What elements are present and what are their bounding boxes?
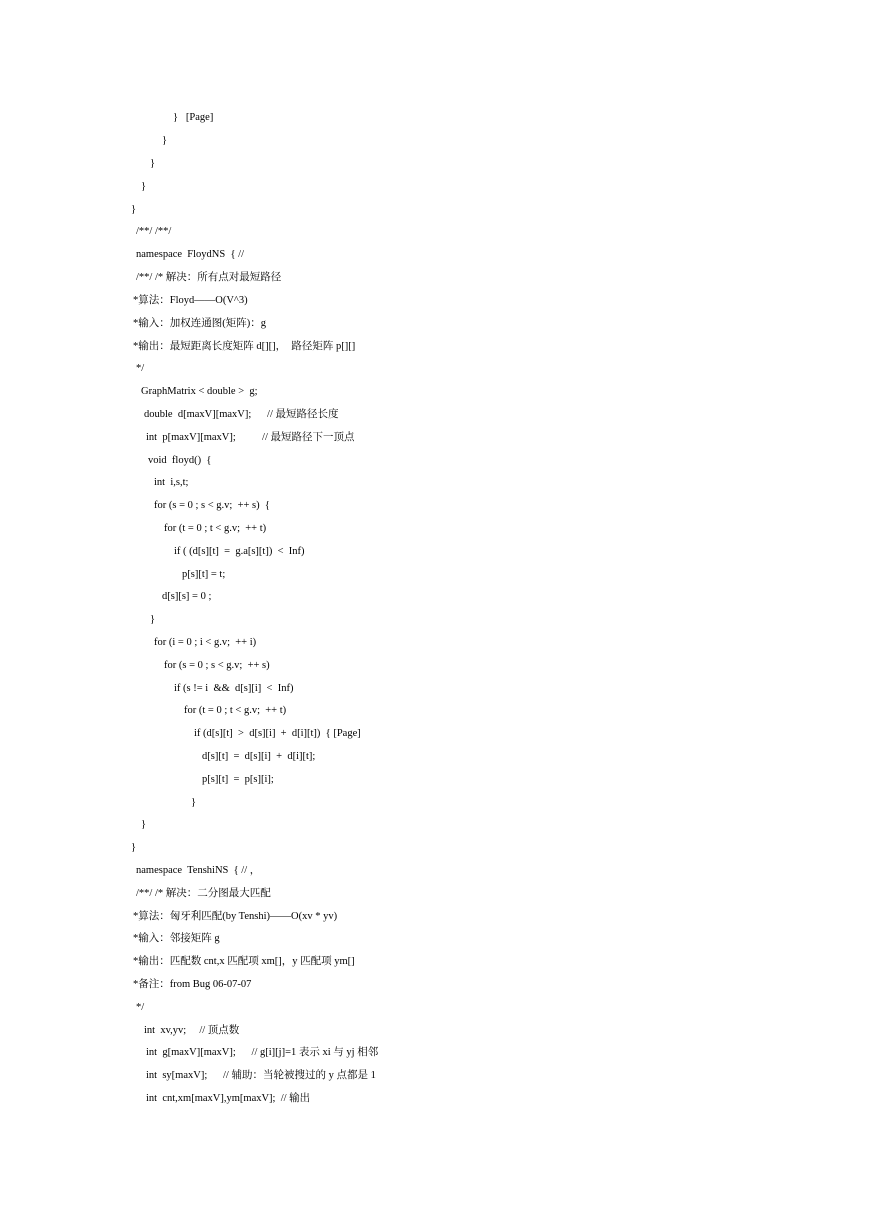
- code-line: d[s][t] = d[s][i] + d[i][t];: [202, 751, 316, 762]
- code-line: }: [150, 614, 156, 625]
- code-line: *算法：匈牙利匹配(by Tenshi)——O(xv * yv): [133, 911, 338, 922]
- code-line: /**/ /* 解决：二分图最大匹配: [136, 888, 271, 899]
- code-line: void floyd() {: [148, 455, 212, 466]
- code-line: double d[maxV][maxV]; // 最短路径长度: [144, 409, 339, 420]
- code-line: p[s][t] = p[s][i];: [202, 774, 274, 785]
- code-line: /**/ /* 解决：所有点对最短路径: [136, 272, 282, 283]
- code-line: for (t = 0 ; t < g.v; ++ t): [164, 523, 267, 534]
- code-line: int xv,yv; // 顶点数: [144, 1025, 240, 1036]
- code-line: if ( (d[s][t] = g.a[s][t]) < Inf): [174, 546, 305, 557]
- code-line: */: [136, 363, 145, 374]
- code-line: }: [141, 181, 147, 192]
- code-line: */: [136, 1002, 145, 1013]
- code-line: *算法：Floyd——O(V^3): [133, 295, 248, 306]
- code-line: }: [191, 797, 197, 808]
- code-line: *输出：最短距离长度矩阵 d[][]， 路径矩阵 p[][]: [133, 341, 356, 352]
- code-line: }: [162, 135, 168, 146]
- code-line: if (s != i && d[s][i] < Inf): [174, 683, 294, 694]
- code-line: int cnt,xm[maxV],ym[maxV]; // 输出: [146, 1093, 311, 1104]
- code-line: int g[maxV][maxV]; // g[i][j]=1 表示 xi 与 yj 相邻: [146, 1047, 379, 1058]
- code-line: }: [141, 819, 147, 830]
- code-line: }: [131, 842, 137, 853]
- code-line: for (i = 0 ; i < g.v; ++ i): [154, 637, 257, 648]
- code-line: if (d[s][t] > d[s][i] + d[i][t]) { [Page]: [194, 728, 361, 739]
- code-line: namespace TenshiNS { // ，: [136, 865, 261, 876]
- code-line: int p[maxV][maxV]; // 最短路径下一顶点: [146, 432, 355, 443]
- code-line: *备注：from Bug 06-07-07: [133, 979, 252, 990]
- code-line: for (s = 0 ; s < g.v; ++ s) {: [154, 500, 270, 511]
- code-line: }: [150, 158, 156, 169]
- code-line: *输入：邻接矩阵 g: [133, 933, 220, 944]
- code-line: p[s][t] = t;: [182, 569, 226, 580]
- code-line: for (s = 0 ; s < g.v; ++ s): [164, 660, 270, 671]
- code-line: /**/ /**/: [136, 226, 172, 237]
- code-line: }: [131, 204, 137, 215]
- code-line: *输出：匹配数 cnt,x 匹配项 xm[]，y 匹配项 ym[]: [133, 956, 355, 967]
- code-line: GraphMatrix < double > g;: [141, 386, 258, 397]
- code-line: d[s][s] = 0 ;: [162, 591, 212, 602]
- code-line: int i,s,t;: [154, 477, 189, 488]
- code-line: namespace FloydNS { //: [136, 249, 244, 260]
- code-line: int sy[maxV]; // 辅助：当轮被搜过的 y 点都是 1: [146, 1070, 376, 1081]
- code-line: *输入：加权连通图(矩阵)：g: [133, 318, 266, 329]
- code-line: } [Page]: [173, 112, 214, 123]
- code-line: for (t = 0 ; t < g.v; ++ t): [184, 705, 287, 716]
